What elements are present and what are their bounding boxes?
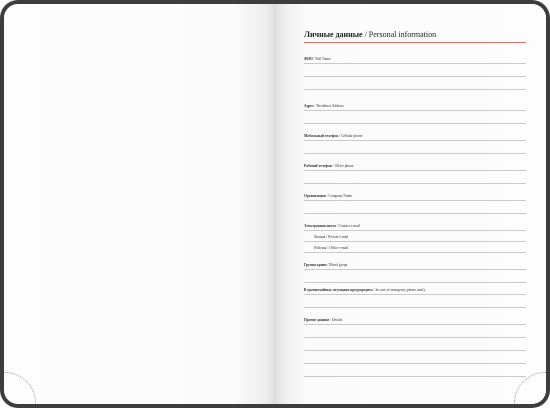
- label-separator: /: [338, 134, 341, 138]
- label-separator: /: [326, 263, 330, 267]
- label-separator: /: [329, 318, 333, 322]
- label-separator: /: [325, 235, 329, 239]
- label-ru: ФИО: [304, 57, 313, 61]
- heading-ru: Личные данные: [304, 30, 363, 39]
- label-en: Private e-mail: [328, 235, 349, 239]
- label-en: Residence Address: [316, 104, 344, 108]
- label-ru: Группа крови: [304, 263, 327, 267]
- label-en: Company Name: [328, 194, 352, 198]
- label-en: In case of emergency please notify: [375, 288, 426, 292]
- write-line[interactable]: [304, 376, 526, 377]
- label-separator: /: [335, 224, 339, 228]
- label-en: Office e-mail: [328, 246, 349, 250]
- label-en: Cellular phone: [340, 134, 363, 138]
- label-ru: Рабочий телефон: [304, 164, 332, 168]
- notebook-spread: [4, 4, 546, 404]
- label-separator: /: [372, 288, 376, 292]
- label-separator: /: [313, 104, 317, 108]
- label-ru: Организация: [304, 194, 326, 198]
- label-ru: Электронная почта: [304, 224, 336, 228]
- label-separator: /: [331, 164, 335, 168]
- label-en: Full Name: [315, 57, 331, 61]
- corner-arc-decoration: [4, 372, 36, 404]
- label-separator: /: [325, 194, 329, 198]
- left-page: [4, 4, 274, 404]
- personal-information-form: [304, 30, 526, 377]
- label-en: Details: [332, 318, 343, 322]
- label-ru: В чрезвычайных ситуациях предупредить: [304, 288, 373, 292]
- label-separator: /: [312, 57, 316, 61]
- label-ru: Мобильный телефон: [304, 134, 339, 138]
- label-ru: Рабочая: [314, 246, 327, 250]
- label-ru: Адрес: [304, 104, 314, 108]
- form-heading: [304, 30, 526, 40]
- label-ru: Прочие данные: [304, 318, 330, 322]
- label-separator: /: [326, 246, 329, 250]
- heading-en: Personal information: [368, 30, 437, 39]
- label-en: Office phone: [334, 164, 354, 168]
- right-page: [274, 4, 546, 404]
- label-en: Blood group: [329, 263, 348, 267]
- label-ru: Личная: [314, 235, 326, 239]
- label-en: Contact e-mail: [338, 224, 360, 228]
- heading-separator: /: [362, 30, 369, 39]
